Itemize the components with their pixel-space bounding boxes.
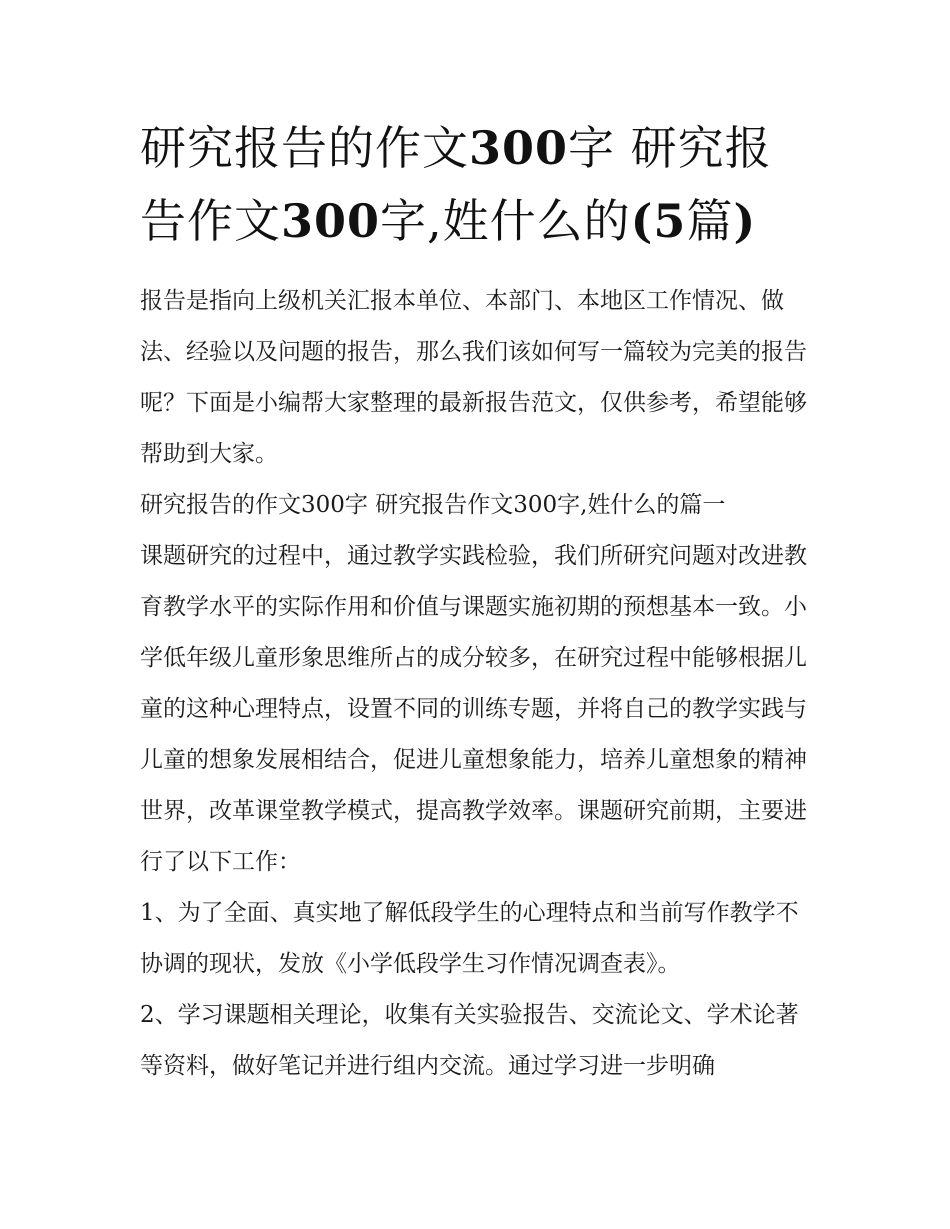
list-item-2: 2、学习课题相关理论，收集有关实验报告、交流论文、学术论著等资料，做好笔记并进行组内交流。通过学习进一步明确	[140, 1002, 799, 1079]
intro-paragraph: 报告是指向上级机关汇报本单位、本部门、本地区工作情况、做法、经验以及问题的报告，那么我们该如何写一篇较为完美的报告呢？下面是小编帮大家整理的最新报告范文，仅供参考，希望能够帮助到大家。	[140, 288, 807, 467]
document-body	[140, 276, 812, 1092]
document-title: 研究报告的作文300字 研究报告作文300字,姓什么的(5篇)	[140, 121, 772, 248]
body-paragraph: 课题研究的过程中，通过教学实践检验，我们所研究问题对改进教育教学水平的实际作用和价值与课题实施初期的预想基本一致。小学低年级儿童形象思维所占的成分较多，在研究过程中能够根据儿童的这种心理特点，设置不同的训练专题，并将自己的教学实践与儿童的想象发展相结合，促进儿童想象能力，培养儿童想象的精神世界，改革课堂教学模式，提高教学效率。课题研究前期，主要进行了以下工作：	[140, 543, 807, 875]
document-page	[140, 112, 812, 1092]
list-item-1: 1、为了全面、真实地了解低段学生的心理特点和当前写作教学不协调的现状，发放《小学低段学生习作情况调查表》。	[140, 900, 799, 977]
section-heading: 研究报告的作文300字 研究报告作文300字,姓什么的篇一	[140, 492, 726, 518]
